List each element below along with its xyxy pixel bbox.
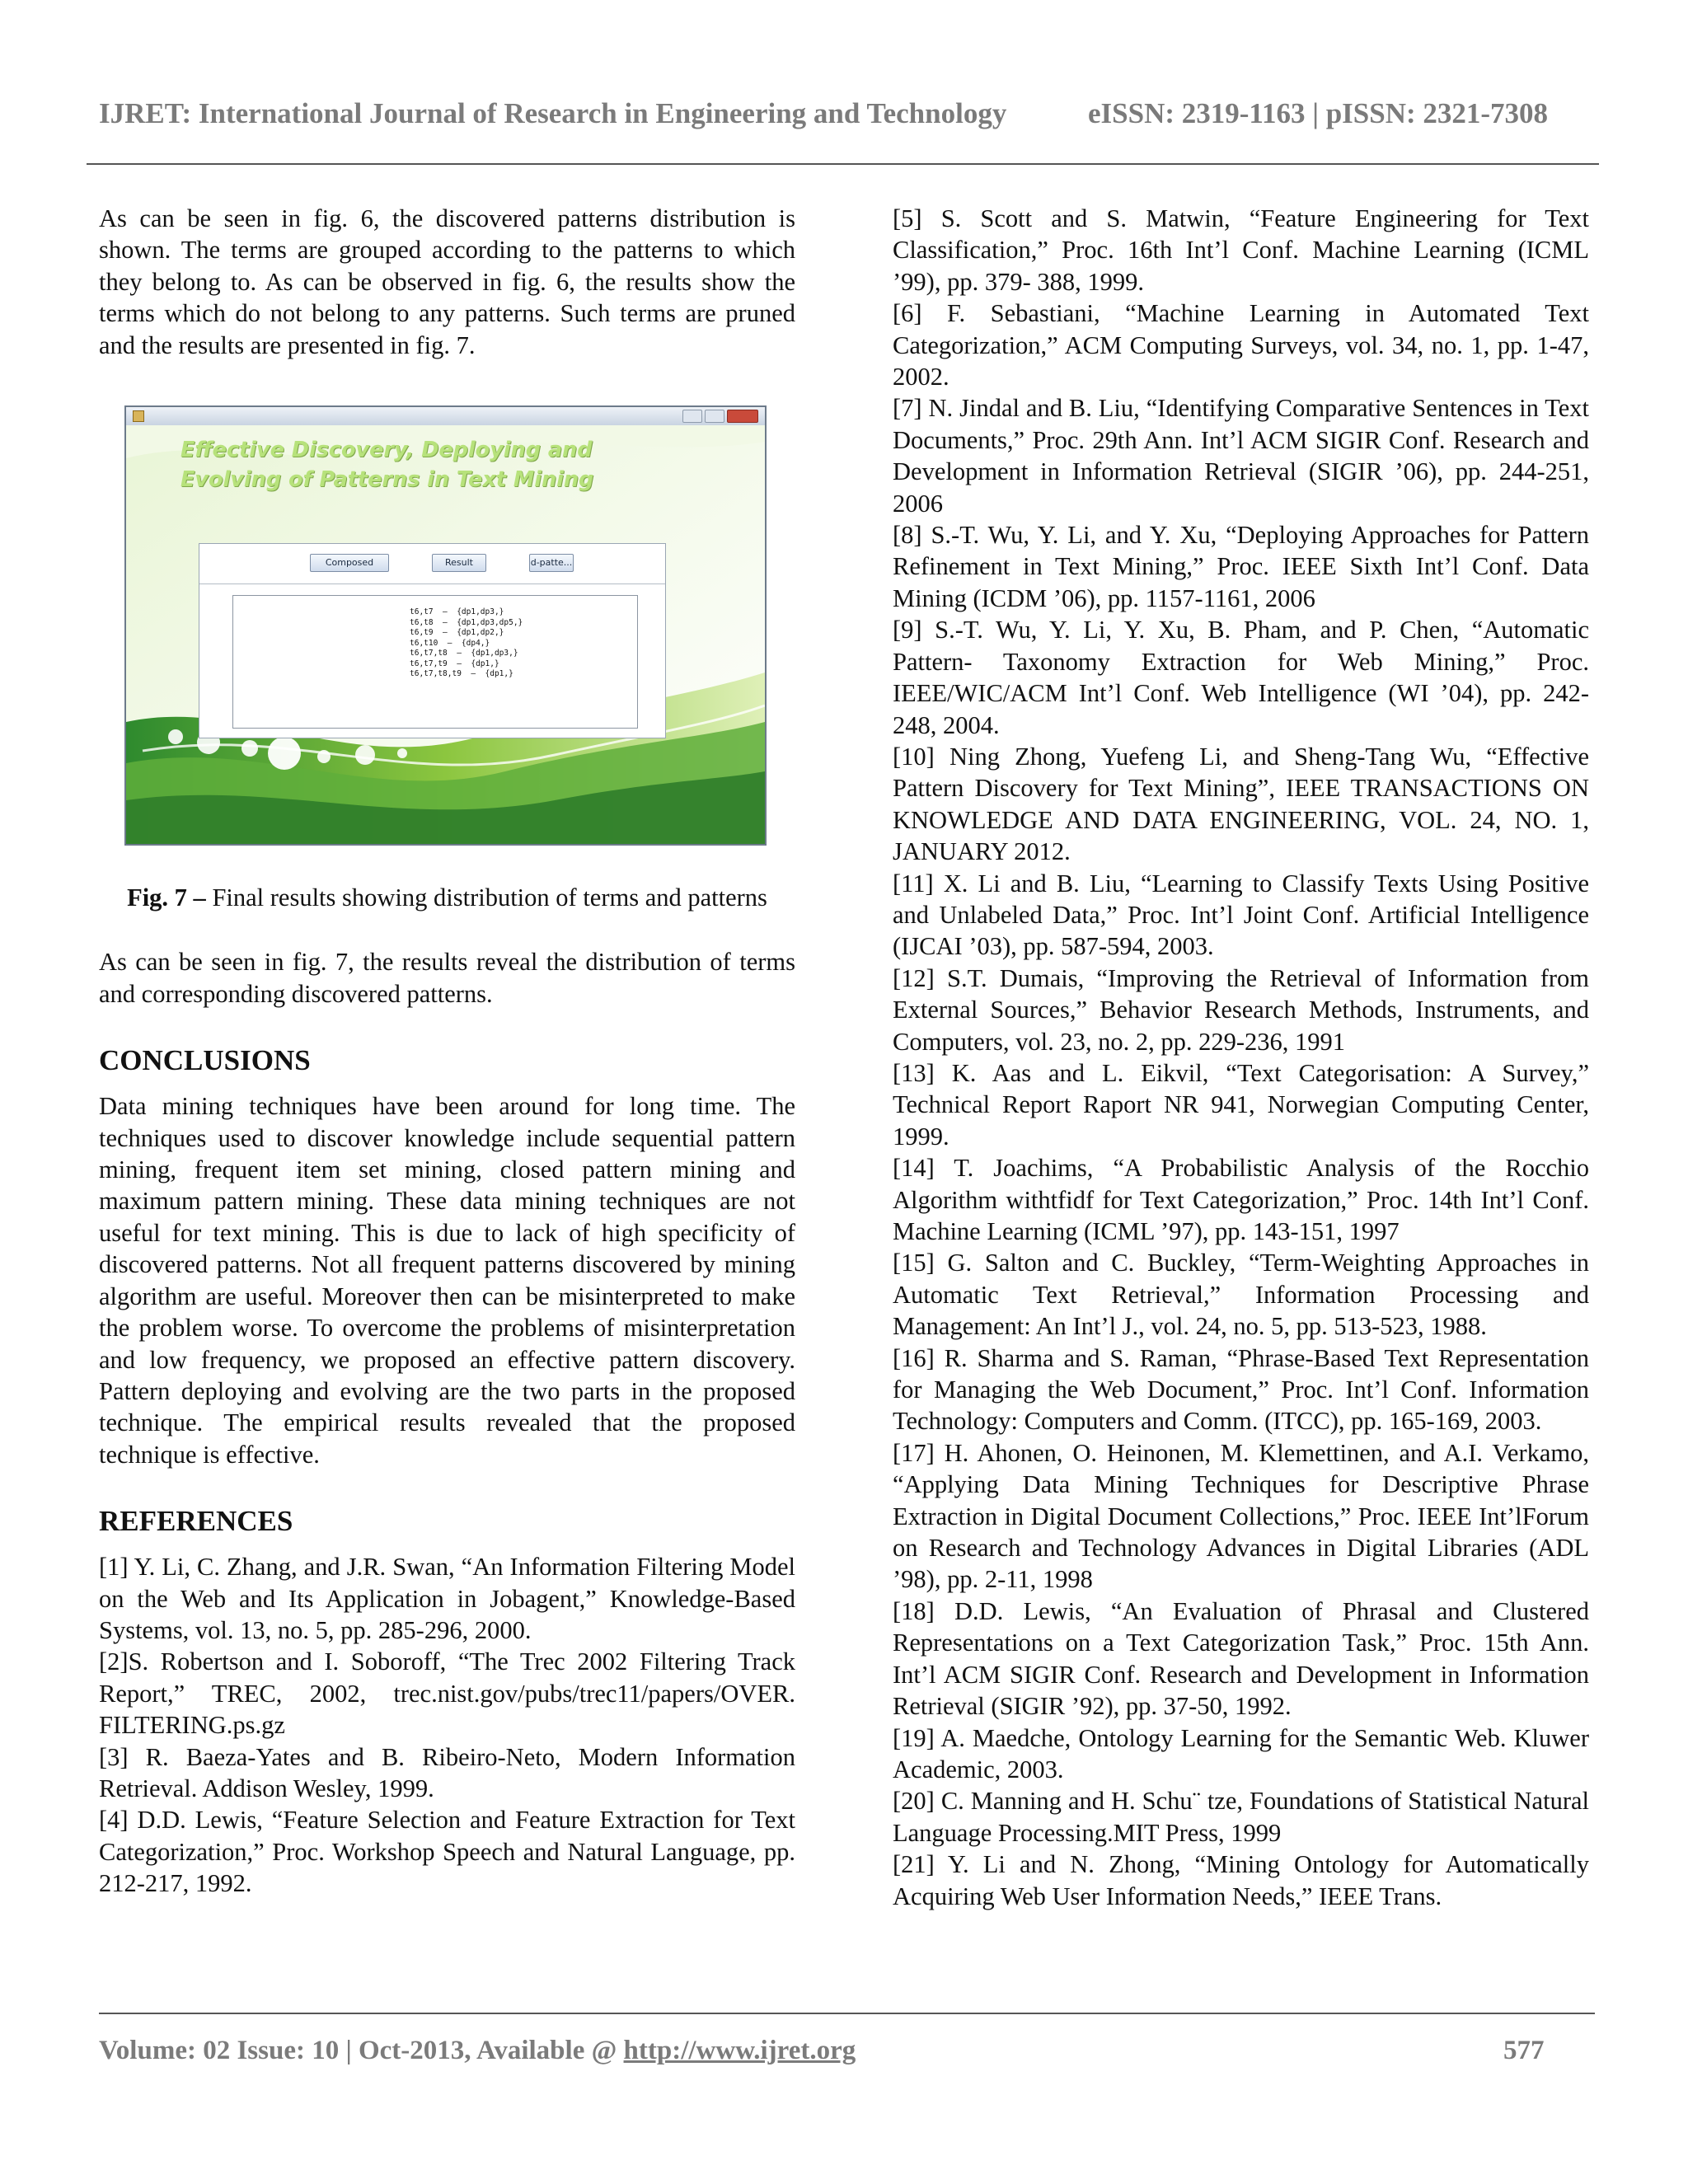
journal-link[interactable]: http://www.ijret.org (623, 2036, 856, 2065)
app-panel (199, 543, 666, 738)
reference-item: [14] T. Joachims, “A Probabilistic Analysis of the Rocchio Algorithm withtfidf for Text Categorization,” Proc. 14th Int’l Conf. Machine Learning (ICML ’97), pp. 143-151, 1997 (893, 1154, 1589, 1245)
reference-item: [10] Ning Zhong, Yuefeng Li, and Sheng-Tang Wu, “Effective Pattern Discovery for Text Mining”, IEEE TRANSACTIONS ON KNOWLEDGE AND DATA ENGINEERING, VOL. 24, NO. 1, JANUARY 2012. (893, 742, 1589, 866)
conclusions-heading: CONCLUSIONS (99, 1044, 311, 1077)
reference-item: [8] S.-T. Wu, Y. Li, and Y. Xu, “Deploying Approaches for Pattern Refinement in Text Mining,” Proc. IEEE Sixth Int’l Conf. Data Mining (ICDM ’06), pp. 1157-1161, 2006 (893, 521, 1589, 612)
output-line: t6,t7,t8,t9 — {dp1,} (410, 669, 513, 679)
result-output-area[interactable] (232, 595, 638, 729)
left-column (99, 203, 795, 1900)
result-button[interactable]: Result (432, 554, 486, 572)
output-line: t6,t10 — {dp4,} (410, 638, 490, 648)
footer-rule (99, 2013, 1595, 2014)
reference-item: [16] R. Sharma and S. Raman, “Phrase-Based Text Representation for Managing the Web Document,” Proc. Int’l Conf. Information Technology: Computers and Comm. (ITCC), pp. 165-169, 2003. (893, 1343, 1589, 1436)
output-line: t6,t9 — {dp1,dp2,} (410, 628, 504, 638)
reference-item: [12] S.T. Dumais, “Improving the Retrieval of Information from External Sources,” Behavior Research Methods, Instruments, and Computers, vol. 23, no. 2, pp. 229-236, 1991 (893, 963, 1589, 1056)
app-title: Effective Discovery, Deploying and Evolving of Patterns in Text Mining (181, 438, 594, 493)
running-header (99, 97, 1582, 130)
window-controls (682, 410, 758, 423)
caption-text: Final results showing distribution of terms and patterns (205, 883, 767, 912)
reference-item: [3] R. Baeza-Yates and B. Ribeiro-Neto, Modern Information Retrieval. Addison Wesley, 1999. (99, 1742, 795, 1802)
right-column (893, 203, 1589, 1912)
minimize-icon (682, 410, 702, 423)
output-line: t6,t7,t9 — {dp1,} (410, 658, 499, 668)
figure-caption (99, 882, 795, 913)
references-heading: REFERENCES (99, 1505, 293, 1538)
d-patterns-button[interactable]: d-patte... (529, 554, 574, 572)
reference-item: [5] S. Scott and S. Matwin, “Feature Engineering for Text Classification,” Proc. 16th Int’l Conf. Machine Learning (ICML ’99), pp. 379- 388, 1999. (893, 204, 1589, 296)
reference-item: [9] S.-T. Wu, Y. Li, Y. Xu, B. Pham, and P. Chen, “Automatic Pattern- Taxonomy Extraction for Web Mining,” Proc. IEEE/WIC/ACM Int’l Conf. Web Intelligence (WI ’04), pp. 242-248, 2004. (893, 616, 1589, 739)
issn-line: eISSN: 2319-1163 | pISSN: 2321-7308 (1088, 97, 1549, 129)
maximize-icon (705, 410, 724, 423)
header-rule (87, 163, 1599, 165)
reference-item: [17] H. Ahonen, O. Heinonen, M. Klemettinen, and A.I. Verkamo, “Applying Data Mining Techniques for Descriptive Phrase Extraction in Digital Document Collections,” Proc. IEEE Int’lForum on Research and Technology Advances in Digital Libraries (ADL ’98), pp. 2-11, 1998 (893, 1438, 1589, 1594)
reference-item: [1] Y. Li, C. Zhang, and J.R. Swan, “An Information Filtering Model on the Web and Its Application in Jobagent,” Knowledge-Based Systems, vol. 13, no. 5, pp. 285-296, 2000. (99, 1553, 795, 1644)
app-icon (133, 410, 144, 422)
panel-divider (199, 583, 665, 584)
output-line: t6,t8 — {dp1,dp3,dp5,} (410, 617, 523, 627)
footer-volume (99, 2036, 856, 2066)
reference-item: [20] C. Manning and H. Schu¨ tze, Foundations of Statistical Natural Language Processing.MIT Press, 1999 (893, 1787, 1589, 1847)
journal-name: IJRET: International Journal of Research in Engineering and Technology (99, 97, 1007, 129)
reference-item: [11] X. Li and B. Liu, “Learning to Classify Texts Using Positive and Unlabeled Data,” Proc. Int’l Joint Conf. Artificial Intelligence (IJCAI ’03), pp. 587-594, 2003. (893, 869, 1589, 961)
window-titlebar (126, 407, 765, 425)
intro-paragraph: As can be seen in fig. 6, the discovered patterns distribution is shown. The terms are grouped according to the patterns to which they belong to. As can be observed in fig. 6, the results show the terms which do not belong to any patterns. Such terms are pruned and the results are presented in fig. 7. (99, 204, 795, 359)
conclusions-paragraph: Data mining techniques have been around for long time. The techniques used to discover knowledge include sequential pattern mining, frequent item set mining, closed pattern mining and maximum pattern mining. These data mining techniques are not useful for text mining. This is due to lack of high specificity of discovered patterns. Not all frequent patterns discovered by mining algorithm are useful. Moreover then can be misinterpreted to make the problem worse. To overcome the problems of misinterpretation and low frequency, we proposed an effective pattern discovery. Pattern deploying and evolving are the two parts in the proposed technique. The empirical results revealed that the proposed technique is effective. (99, 1092, 795, 1469)
reference-item: [18] D.D. Lewis, “An Evaluation of Phrasal and Clustered Representations on a Text Categorization Task,” Proc. 15th Ann. Int’l ACM SIGIR Conf. Research and Development in Information Retrieval (SIGIR ’92), pp. 37-50, 1992. (893, 1596, 1589, 1721)
figure-7-screenshot (124, 405, 767, 846)
close-icon (727, 410, 758, 423)
reference-item: [15] G. Salton and C. Buckley, “Term-Weighting Approaches in Automatic Text Retrieval,” Information Processing and Management: An Int’l J., vol. 24, no. 5, pp. 513-523, 1988. (893, 1249, 1589, 1341)
reference-item: [4] D.D. Lewis, “Feature Selection and Feature Extraction for Text Categorization,” Proc. Workshop Speech and Natural Language, pp. 212-217, 1992. (99, 1806, 795, 1898)
reference-item: [21] Y. Li and N. Zhong, “Mining Ontology for Automatically Acquiring Web User Information Needs,” IEEE Trans. (893, 1850, 1589, 1910)
page-number: 577 (1503, 2036, 1545, 2065)
reference-item: [2]S. Robertson and I. Soboroff, “The Trec 2002 Filtering Track Report,” TREC, 2002, trec.nist.gov/pubs/trec11/papers/OVER. FILTERING.ps.gz (99, 1647, 795, 1740)
results-paragraph: As can be seen in fig. 7, the results reveal the distribution of terms and corresponding discovered patterns. (99, 948, 795, 1008)
reference-item: [6] F. Sebastiani, “Machine Learning in Automated Text Categorization,” ACM Computing Surveys, vol. 34, no. 1, pp. 1-47, 2002. (893, 299, 1589, 391)
reference-item: [7] N. Jindal and B. Liu, “Identifying Comparative Sentences in Text Documents,” Proc. 29th Ann. Int’l ACM SIGIR Conf. Research and Development in Information Retrieval (SIGIR ’06), pp. 244-251, 2006 (893, 394, 1589, 518)
reference-item: [19] A. Maedche, Ontology Learning for the Semantic Web. Kluwer Academic, 2003. (893, 1723, 1589, 1783)
output-line: t6,t7 — {dp1,dp3,} (410, 607, 504, 617)
caption-label: Fig. 7 – (127, 883, 206, 912)
output-line: t6,t7,t8 — {dp1,dp3,} (410, 649, 518, 658)
composed-button[interactable]: Composed (310, 554, 389, 572)
reference-item: [13] K. Aas and L. Eikvil, “Text Categorisation: A Survey,” Technical Report Raport NR 941, Norwegian Computing Center, 1999. (893, 1058, 1589, 1151)
volume-text: Volume: 02 Issue: 10 | Oct-2013, Available @ (99, 2036, 624, 2065)
